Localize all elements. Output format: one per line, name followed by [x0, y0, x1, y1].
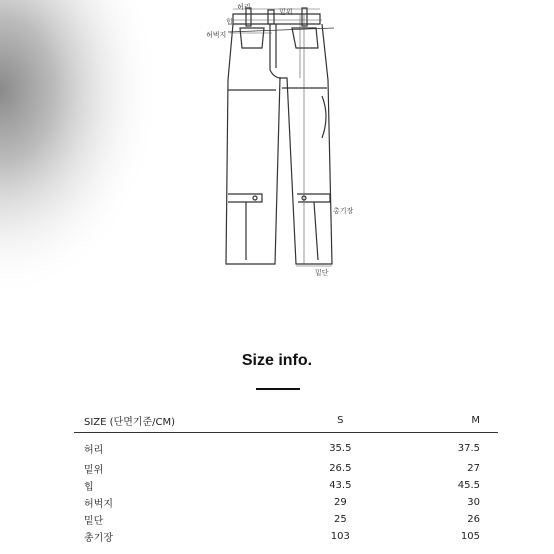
background-shadow [0, 0, 230, 300]
size-table [74, 410, 498, 545]
size-info-title: Size info. [241, 352, 313, 369]
size-header: SIZE (단면기준/CM) [74, 410, 270, 432]
row-m-value: 26 [467, 513, 480, 525]
row-s-value: 35.5 [329, 443, 352, 454]
row-label: 밑위 [84, 464, 104, 476]
size-m-header: M [410, 410, 498, 432]
row-label: 허리 [84, 445, 104, 456]
row-s-value: 25 [333, 513, 347, 525]
table-row [74, 432, 498, 460]
pants-outline [226, 8, 334, 264]
table-row [74, 477, 498, 494]
title-underline [256, 388, 300, 390]
row-s-value: 26.5 [329, 462, 352, 474]
row-s-value: 43.5 [329, 479, 352, 491]
table-header-row [74, 410, 498, 432]
row-m-value: 30 [467, 496, 480, 508]
rise-label: 밑위 [279, 8, 293, 16]
row-m-value: 27 [467, 462, 480, 474]
hip-label: 힙 [226, 18, 233, 26]
row-s-value: 103 [330, 530, 350, 542]
size-s-header: S [270, 410, 410, 432]
table-row [74, 528, 498, 545]
hem-label: 밑단 [315, 269, 329, 277]
table-row [74, 460, 498, 477]
row-label: 허벅지 [84, 498, 113, 510]
row-s-value: 29 [333, 496, 347, 508]
row-m-value: 105 [460, 530, 480, 542]
table-row [74, 494, 498, 511]
row-m-value: 45.5 [457, 479, 480, 491]
total-length-label: 총기장 [333, 207, 354, 215]
row-label: 총기장 [84, 532, 113, 544]
table-row [74, 511, 498, 528]
waist-label: 허리 [237, 3, 251, 11]
thigh-label: 허벅지 [206, 31, 227, 39]
row-label: 힙 [84, 481, 94, 493]
row-m-value: 37.5 [457, 443, 480, 454]
row-label: 밑단 [84, 515, 104, 527]
